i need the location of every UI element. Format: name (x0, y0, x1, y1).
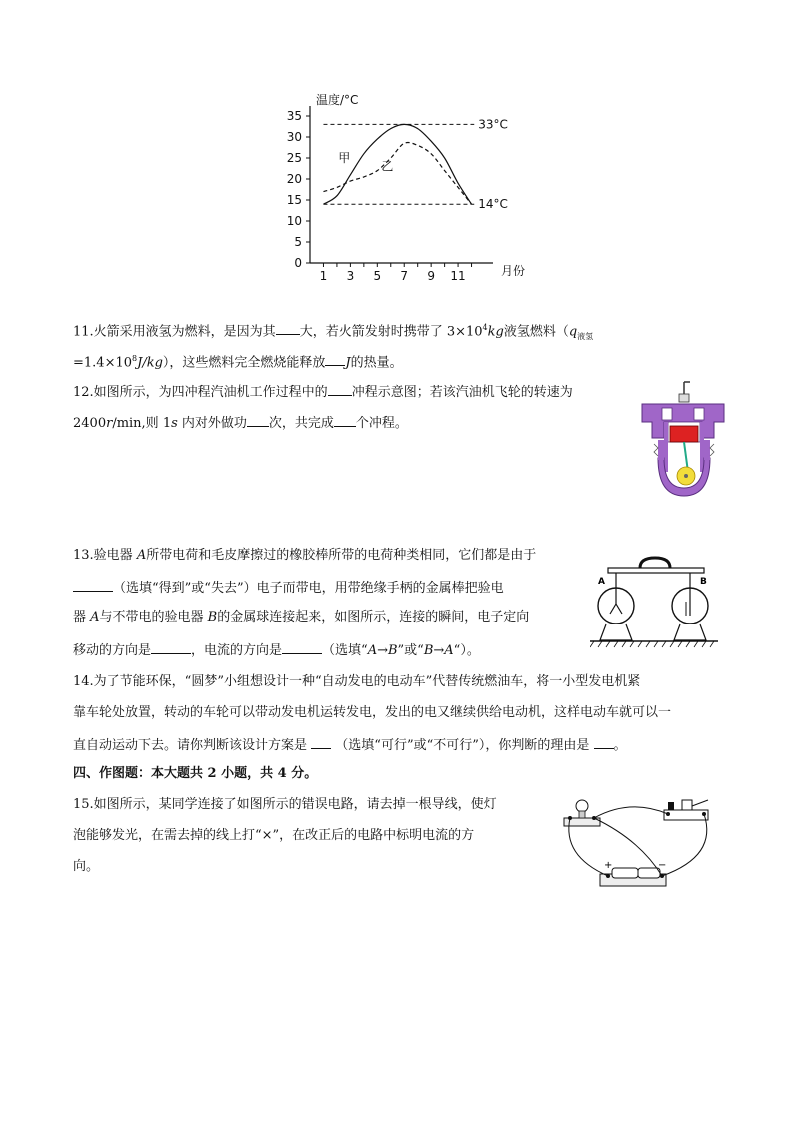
y-tick-label: 5 (294, 235, 302, 249)
q13-text-4c: （选填“ (322, 643, 368, 658)
electroscope-label-a: A (598, 577, 605, 587)
q13-text-3d: B (207, 610, 218, 625)
section-4-heading: 四、作图题：本大题共 2 小题，共 4 分。 (73, 766, 318, 781)
reference-line-label: 14°C (478, 197, 508, 212)
q12-text-2g: 个冲程。 (355, 416, 408, 431)
q13-text-4a: 移动的方向是 (73, 643, 152, 658)
q14-text-3b: （选填“可行”或“不可行”），你判断的理由是 (335, 738, 590, 753)
x-tick-label: 1 (319, 269, 328, 283)
y-tick-label: 10 (286, 214, 302, 228)
q12-text-2f: 次，共完成 (268, 416, 334, 431)
question-15-line-2: 泡能够发光，在需去掉的线上打“×”，在改正后的电路中标明电流的方 (73, 828, 475, 843)
electroscope-label-b: B (700, 577, 707, 587)
q12-text-2e: 内对外做功 (177, 416, 247, 431)
q13-text-3e: 的金属球连接起来，如图所示，连接的瞬间，电子定向 (217, 610, 530, 625)
q11-text-e: =1.4×10 (73, 355, 133, 371)
q13-text-3c: 与不带电的验电器 (99, 610, 208, 625)
question-14-line-2: 靠车轮处放置，转动的车轮可以带动发电机运转发电，发出的电又继续供给电动机，这样电动车就可以一 (73, 705, 672, 720)
q13-text-4d: A→B (367, 643, 398, 658)
q11-unit-kg: kg (487, 324, 504, 340)
question-12-line-1 (73, 381, 573, 403)
question-13-line-4 (73, 639, 480, 661)
q12-text-1: 12.如图所示，为四冲程汽油机工作过程中的 (73, 385, 328, 400)
q13-text-4g: “）。 (453, 643, 480, 658)
y-tick-label: 25 (286, 151, 302, 165)
q11-subscript: 液氢 (577, 331, 594, 341)
x-axis-label: 月份 (501, 264, 526, 278)
question-14-line-3 (73, 734, 627, 756)
q12-blank-1 (328, 381, 352, 396)
y-tick-label: 15 (286, 193, 302, 207)
q11-unit-j: J (345, 355, 351, 371)
q12-text-2d: s (171, 416, 178, 431)
q13-text-2: （选填“得到”或“失去”）电子而带电，用带绝缘手柄的金属棒把验电 (113, 581, 504, 596)
q11-blank-2 (325, 351, 345, 366)
q11-text-a: 11.火箭采用液氢为燃料，是因为其 (73, 324, 276, 340)
battery-minus-label: − (658, 860, 667, 871)
reference-line-label: 33°C (478, 117, 508, 132)
question-11-line-1 (73, 318, 593, 347)
y-tick-label: 30 (286, 130, 302, 144)
question-11-line-2 (73, 349, 403, 373)
engine-diagram (640, 378, 726, 502)
q11-text-i: 的热量。 (350, 355, 403, 371)
q12-blank-2 (247, 412, 269, 427)
question-12-line-2 (73, 412, 408, 434)
q12-text-2a: 2400 (73, 416, 107, 431)
q13-blank-3 (282, 639, 322, 654)
q14-blank-1 (311, 734, 331, 749)
q13-text-4e: ”或“ (397, 643, 424, 658)
q11-text-b: 大，若火箭发射时携带了 3×10 (299, 324, 483, 340)
q11-unit-jkg: J/kg (137, 355, 163, 371)
q13-text-1c: 所带电荷和毛皮摩擦过的橡胶棒所带的电荷种类相同，它们都是由于 (146, 548, 537, 563)
q13-blank-2 (151, 639, 191, 654)
y-tick-label: 35 (286, 109, 302, 123)
q13-text-4b: ，电流的方向是 (191, 643, 283, 658)
q11-blank-1 (276, 320, 300, 335)
circuit-diagram (560, 796, 720, 894)
question-13-line-2 (73, 577, 504, 599)
q11-q-symbol: q (568, 324, 578, 340)
x-tick-label: 3 (346, 269, 355, 283)
q13-blank-1 (73, 577, 113, 592)
q14-blank-2 (594, 734, 614, 749)
series-label-jia: 甲 (338, 151, 351, 165)
q11-text-d: 液氢燃料（ (503, 324, 569, 340)
q11-sup-2: 8 (132, 354, 138, 363)
q11-sup-1: 4 (482, 323, 488, 332)
question-13-line-3 (73, 608, 529, 628)
electroscope-diagram (590, 550, 720, 650)
x-tick-label: 5 (373, 269, 382, 283)
x-tick-label: 7 (400, 269, 409, 283)
q12-blank-3 (334, 412, 356, 427)
y-tick-label: 0 (294, 256, 302, 270)
q11-text-g: ），这些燃料完全燃烧能释放 (162, 355, 326, 371)
q12-text-2c: /min,则 1 (112, 416, 172, 431)
q12-text-1b: 冲程示意图；若该汽油机飞轮的转速为 (351, 385, 573, 400)
temperature-chart (270, 90, 530, 285)
q13-text-4f: B→A (423, 643, 454, 658)
question-14-line-1: 14.为了节能环保，“圆梦”小组想设计一种“自动发电的电动车”代替传统燃油车，将一小型发电机紧 (73, 674, 641, 689)
y-axis-label: 温度/°C (316, 93, 359, 107)
series-label-yi: 乙 (381, 159, 394, 174)
battery-plus-label: + (604, 860, 613, 871)
question-15-line-1: 15.如图所示，某同学连接了如图所示的错误电路，请去掉一根导线，使灯 (73, 797, 497, 812)
q13-text-3b: A (90, 610, 100, 625)
y-tick-label: 20 (286, 172, 302, 186)
q14-text-3c: 。 (613, 738, 627, 753)
question-15-line-3: 向。 (73, 859, 100, 874)
x-tick-label: 11 (450, 269, 466, 283)
q12-text-2b: r (106, 416, 113, 431)
q14-text-3a: 直自动运动下去。请你判断该设计方案是 (73, 738, 308, 753)
q13-text-3a: 器 (73, 610, 91, 625)
x-tick-label: 9 (427, 269, 435, 283)
question-13-line-1 (73, 546, 536, 566)
q13-text-1a: 13.验电器 (73, 548, 137, 563)
q13-text-1b: A (136, 548, 147, 563)
